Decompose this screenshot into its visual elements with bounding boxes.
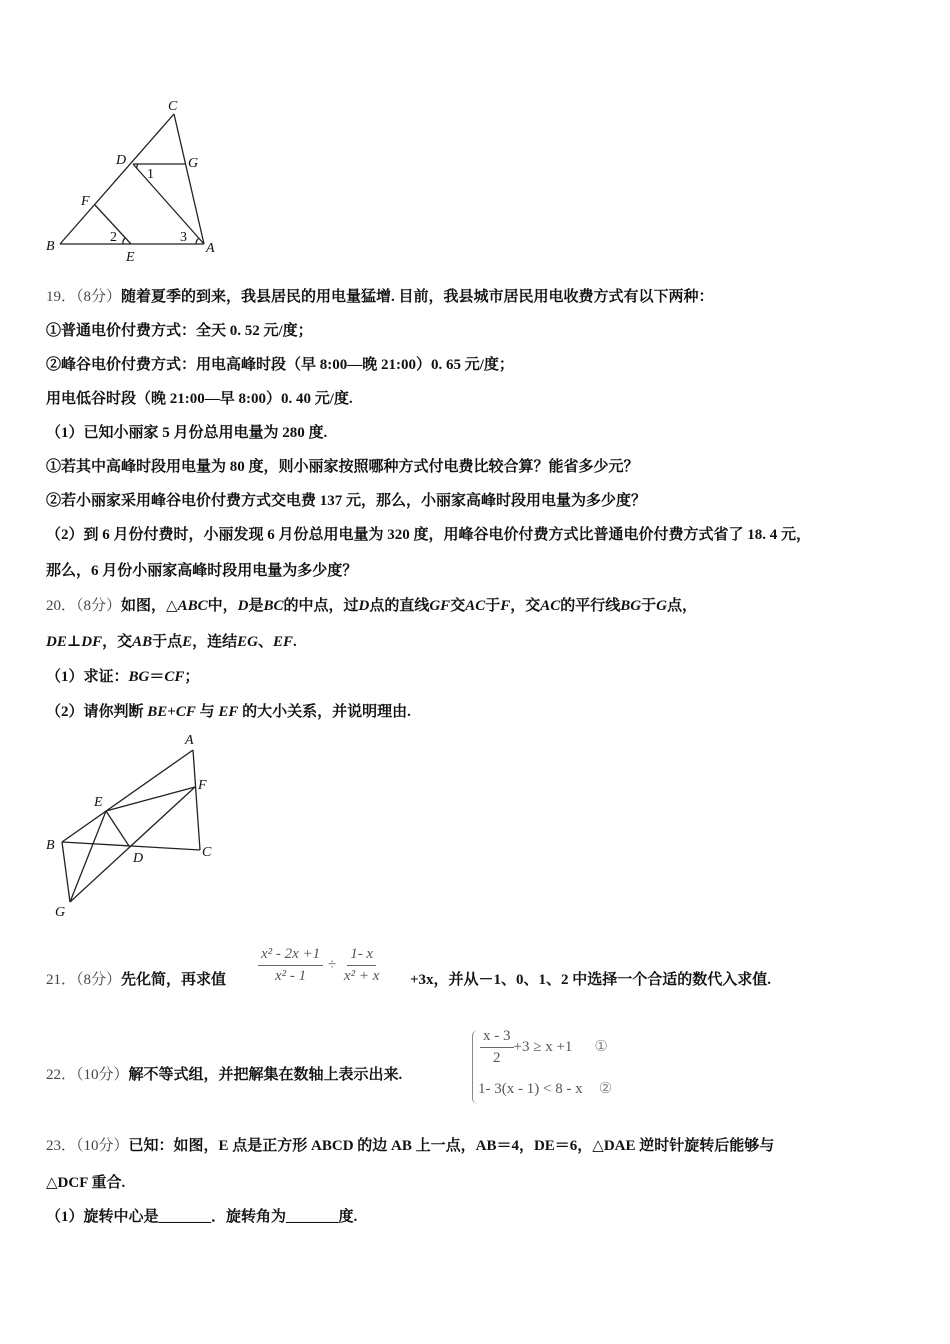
math-variable: CF	[175, 704, 196, 720]
text-segment: 与	[195, 704, 219, 720]
text-segment: 于点	[152, 634, 183, 650]
text-segment: （1）已知小丽家 5 月份总用电量为 280 度.	[46, 425, 328, 441]
text-segment: .	[293, 634, 297, 650]
angle-2: 2	[110, 230, 117, 245]
math-variable: E	[182, 634, 193, 650]
expression	[258, 946, 382, 985]
text-segment: 、	[258, 634, 274, 650]
math-variable: GF	[429, 598, 451, 614]
question-text: 已知：如图，E 点是正方形 ABCD 的边 AB 上一点，AB＝4，DE＝6，△DAE 逆时针旋转后能够与	[128, 1138, 775, 1154]
label-a: A	[206, 241, 215, 256]
math-variable: EF	[273, 634, 294, 650]
text-segment: ②峰谷电价付费方式：用电高峰时段（早 8:00—晚 21:00）0. 65 元/度；	[46, 357, 514, 373]
question-number: 22．（10分）	[46, 1067, 129, 1083]
inequality-2	[478, 1079, 612, 1098]
question-22	[46, 1065, 402, 1085]
text-line	[46, 667, 199, 687]
text-segment: ，交	[102, 634, 133, 650]
math-variable: BG	[620, 598, 642, 614]
text-segment: 点，	[667, 598, 698, 614]
text-line	[46, 596, 697, 616]
math-variable: DF	[81, 634, 103, 650]
text-line	[46, 632, 297, 652]
angle-1: 1	[147, 167, 154, 182]
fraction-numerator: x² - 2x +1	[258, 946, 323, 966]
text-segment: ＝	[149, 669, 165, 685]
inequality-rest: +3 ≥ x +1	[513, 1038, 573, 1055]
label-a: A	[185, 733, 194, 748]
label-d: D	[133, 851, 144, 866]
math-variable: BG	[128, 669, 150, 685]
text-line	[46, 702, 411, 722]
label-b: B	[46, 239, 55, 254]
text-segment: ，交	[510, 598, 541, 614]
fraction-denominator: 2	[493, 1050, 501, 1066]
label-e: E	[94, 795, 103, 810]
question-23-part1: （1）旋转中心是_______．旋转角为_______度.	[46, 1209, 358, 1225]
text-line	[46, 389, 353, 409]
text-line	[46, 355, 514, 375]
text-segment: ；	[184, 669, 200, 685]
text-segment: （1）求证：	[46, 669, 129, 685]
text-line	[46, 457, 639, 477]
text-segment: 点的直线	[369, 598, 430, 614]
inequality-text: 1- 3(x - 1) < 8 - x	[478, 1081, 583, 1097]
math-variable: EG	[237, 634, 259, 650]
math-variable: BC	[263, 598, 284, 614]
question-23	[46, 1136, 774, 1156]
text-line	[46, 561, 357, 581]
text-line	[46, 321, 313, 341]
question-text: 先化简，再求值	[121, 972, 227, 988]
question-21	[46, 970, 226, 990]
text-line	[46, 525, 811, 545]
text-segment: 用电低谷时段（晚 21:00—早 8:00）0. 40 元/度.	[46, 391, 353, 407]
text-segment: ⊥	[66, 634, 82, 650]
math-variable: F	[500, 598, 511, 614]
label-g: G	[55, 905, 66, 920]
text-segment: 于	[485, 598, 501, 614]
label-c: C	[168, 99, 178, 114]
math-variable: D	[237, 598, 249, 614]
text-segment: 20．（8分）	[46, 598, 122, 614]
label-f: F	[81, 194, 90, 209]
math-variable: AB	[132, 634, 153, 650]
question-21-suffix: +3x，并从－1、0、1、2 中选择一个合适的数代入求值.	[410, 972, 772, 988]
text-segment: 是	[248, 598, 264, 614]
math-variable: D	[358, 598, 370, 614]
text-segment: ，连结	[192, 634, 238, 650]
text-line	[46, 287, 714, 307]
math-variable: DE	[46, 634, 67, 650]
math-variable: AC	[540, 598, 561, 614]
text-segment: 19．（8分）	[46, 289, 122, 305]
question-number: 21．（8分）	[46, 972, 122, 988]
text-segment: 随着夏季的到来，我县居民的用电量猛增. 目前，我县城市居民用电收费方式有以下两种：	[121, 289, 714, 305]
text-segment: ②若小丽家采用峰谷电价付费方式交电费 137 元，那么，小丽家高峰时段用电量为多少度？	[46, 493, 647, 509]
text-line	[46, 423, 327, 443]
text-segment: （2）请你判断	[46, 704, 148, 720]
label-g: G	[188, 156, 199, 171]
label-f: F	[198, 778, 207, 793]
figure-triangle-abc-2	[0, 720, 260, 920]
question-text: 解不等式组，并把解集在数轴上表示出来.	[128, 1067, 403, 1083]
text-segment: ①普通电价付费方式：全天 0. 52 元/度；	[46, 323, 313, 339]
angle-3: 3	[180, 230, 187, 245]
label-c: C	[202, 845, 212, 860]
text-segment: 交	[450, 598, 466, 614]
question-number: 23．（10分）	[46, 1138, 129, 1154]
math-variable: BE	[147, 704, 168, 720]
text-segment: ①若其中高峰时段用电量为 80 度，则小丽家按照哪种方式付电费比较合算？能省多少元？	[46, 459, 639, 475]
divide-sign: ÷	[327, 956, 337, 973]
text-segment: 的平行线	[560, 598, 621, 614]
label-d: D	[116, 153, 127, 168]
fraction-denominator: x² - 1	[275, 968, 307, 984]
text-segment: 的大小关系，并说明理由.	[238, 704, 411, 720]
text-segment: 于	[641, 598, 657, 614]
question-23-line2: △DCF 重合.	[46, 1175, 126, 1191]
fraction-denominator: x² + x	[343, 968, 380, 984]
text-segment: 那么，6 月份小丽家高峰时段用电量为多少度？	[46, 563, 358, 579]
mark-2: ②	[598, 1081, 613, 1097]
text-line	[46, 491, 646, 511]
math-variable: ABC	[177, 598, 208, 614]
fraction-numerator: 1- x	[347, 946, 376, 966]
figure-triangle-abc-1	[0, 0, 260, 280]
math-variable: AC	[465, 598, 486, 614]
mark-1: ①	[594, 1038, 608, 1055]
label-e: E	[126, 250, 135, 265]
math-variable: EF	[218, 704, 239, 720]
math-variable: CF	[164, 669, 185, 685]
text-segment: （2）到 6 月份付费时，小丽发现 6 月份总用电量为 320 度，用峰谷电价付费方式比普通电价付费方式省了 18. 4 元，	[46, 527, 812, 543]
label-b: B	[46, 838, 55, 853]
inequality-1	[480, 1028, 608, 1067]
math-variable: G	[656, 598, 667, 614]
text-segment: 如图，△	[121, 598, 178, 614]
text-segment: 中，	[207, 598, 238, 614]
text-segment: +	[167, 704, 176, 720]
fraction-numerator: x - 3	[480, 1028, 514, 1048]
text-segment: 的中点，过	[283, 598, 359, 614]
